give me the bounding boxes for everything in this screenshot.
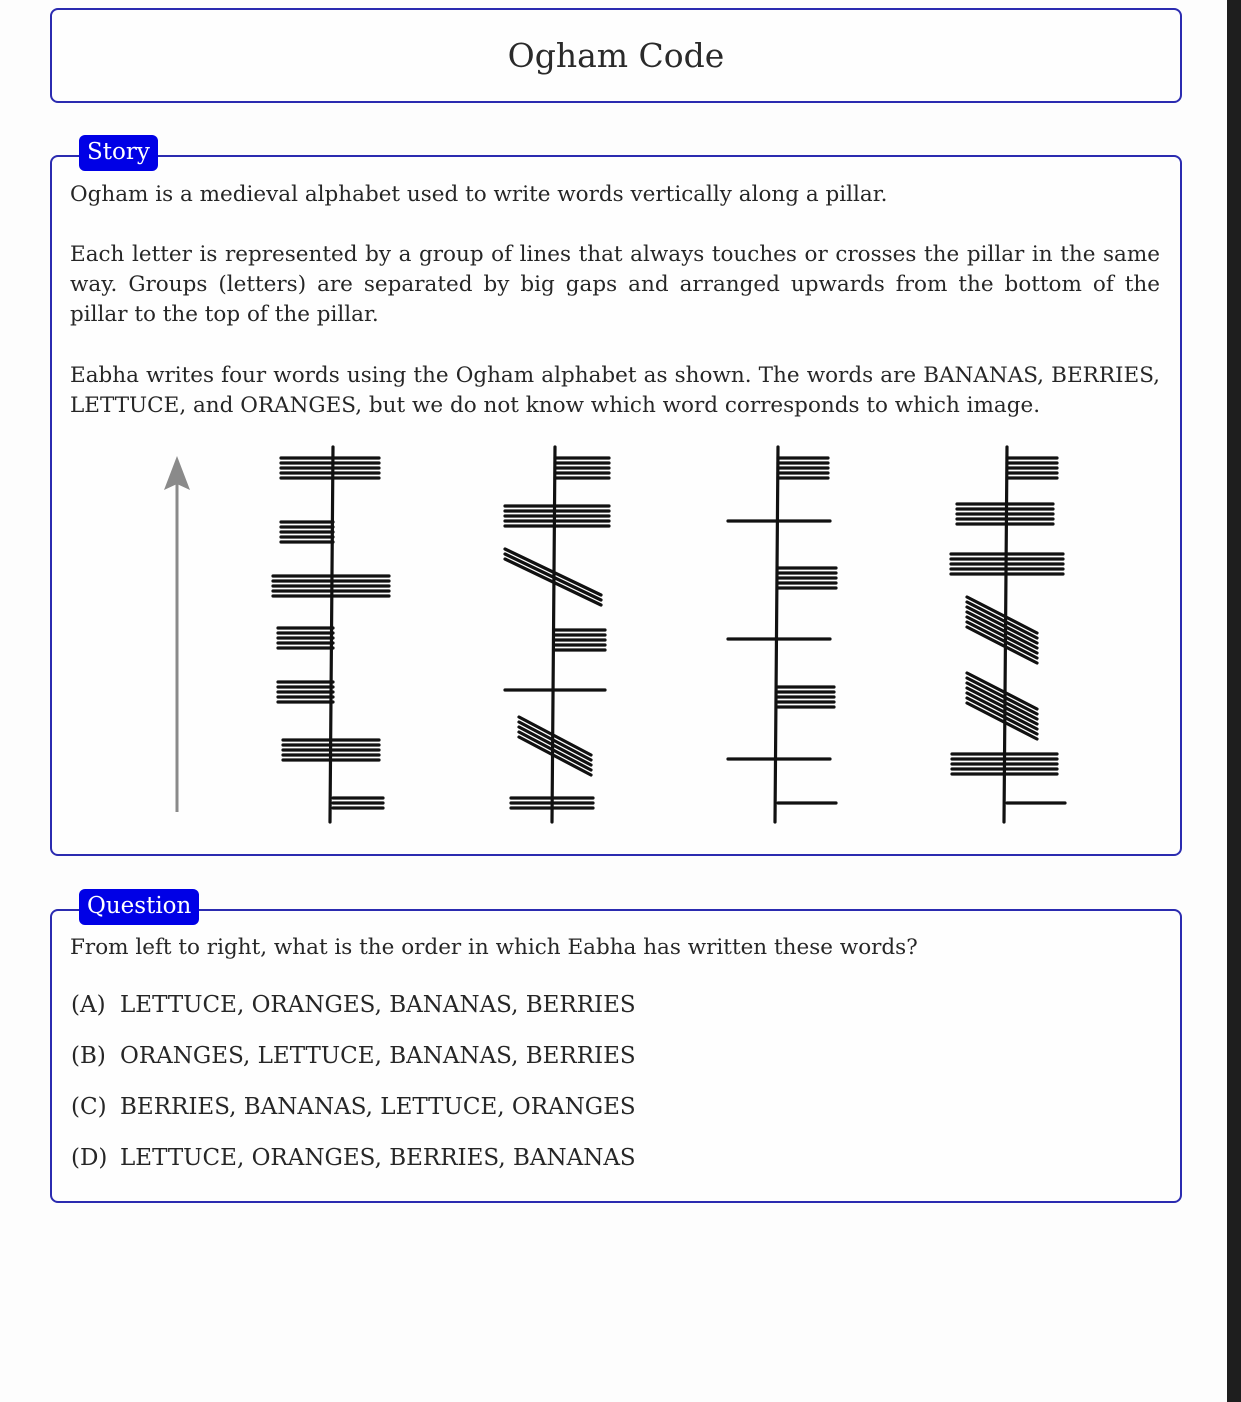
- choice-b-text: ORANGES, LETTUCE, BANANAS, BERRIES: [120, 1043, 636, 1069]
- page-title: Ogham Code: [507, 36, 725, 75]
- choice-c-letter: (C): [71, 1094, 107, 1120]
- story-paragraph-1: Ogham is a medieval alphabet used to write words vertically along a pillar.: [70, 182, 888, 207]
- choice-a-letter: (A): [71, 992, 106, 1018]
- title-panel: [50, 8, 1182, 103]
- choice-a[interactable]: [71, 990, 636, 1020]
- choice-c-text: BERRIES, BANANAS, LETTUCE, ORANGES: [120, 1094, 636, 1120]
- choice-a-text: LETTUCE, ORANGES, BANANAS, BERRIES: [120, 992, 636, 1018]
- question-text: From left to right, what is the order in which Eabha has written these words?: [70, 935, 918, 960]
- choice-b[interactable]: [71, 1041, 636, 1071]
- story-paragraph-2: Each letter is represented by a group of lines that always touches or crosses the pillar in the same way. Groups (letters) are separated by big gaps and arranged upwards from the bottom of the pillar to the top of the pillar.: [70, 242, 1160, 327]
- choice-b-letter: (B): [71, 1043, 106, 1069]
- choice-d-letter: (D): [71, 1145, 108, 1171]
- window-edge: [1227, 0, 1241, 1402]
- choice-d[interactable]: [71, 1143, 636, 1173]
- choice-c[interactable]: [71, 1092, 636, 1122]
- choice-d-text: LETTUCE, ORANGES, BERRIES, BANANAS: [120, 1145, 636, 1171]
- question-tag: Question: [79, 889, 199, 925]
- story-tag: Story: [79, 135, 158, 171]
- story-paragraph-3: Eabha writes four words using the Ogham alphabet as shown. The words are BANANAS, BERRIES, LETTUCE, and ORANGES, but we do not know which word corresponds to which image.: [70, 363, 1160, 418]
